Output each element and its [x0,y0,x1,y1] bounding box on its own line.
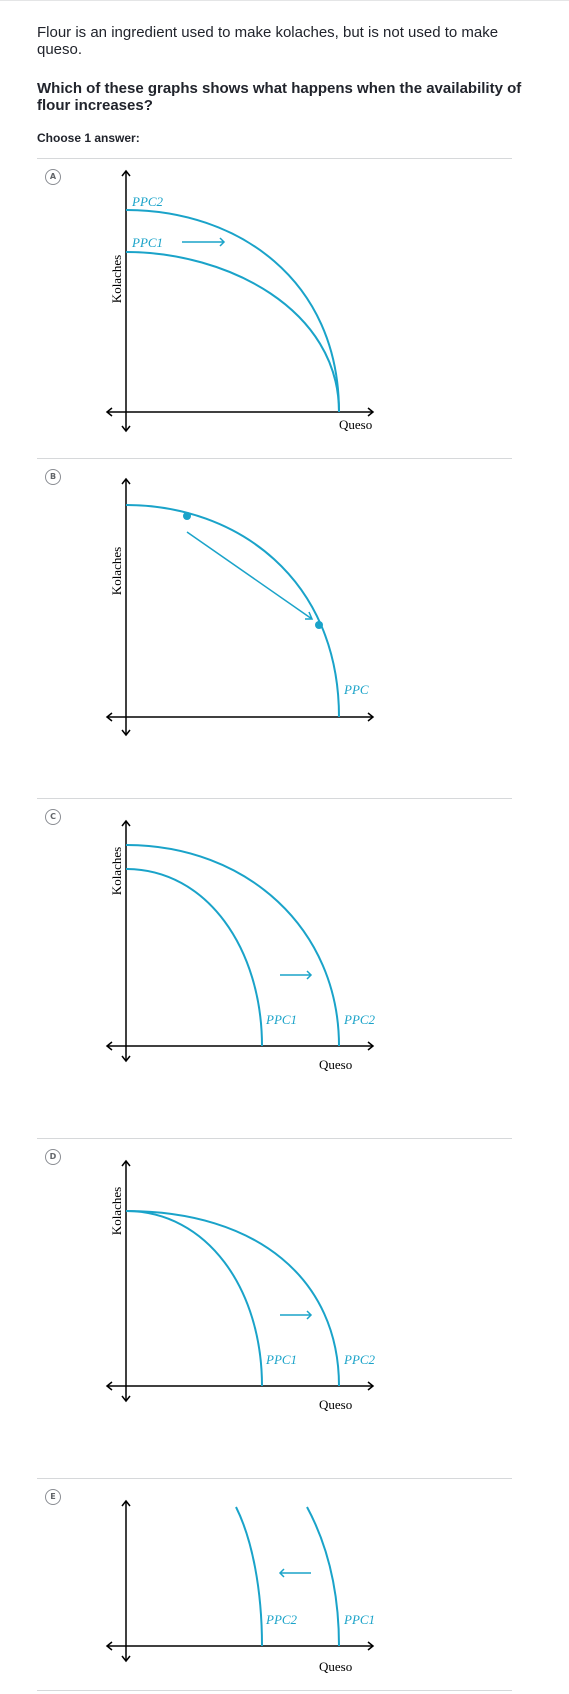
choice-b[interactable] [37,458,512,799]
question-prompt: Which of these graphs shows what happens when the availability of flour increases? [37,80,522,114]
choice-letter-b[interactable]: B [45,469,61,485]
top-divider [0,0,569,1]
bottom-divider [37,1690,512,1691]
y-axis-label: Kolaches [109,846,124,896]
movement-arrow [187,532,312,619]
choice-c[interactable] [37,798,512,1139]
graph-b [37,459,512,799]
graph-a [37,159,512,459]
ppc1-label: PPC1 [132,235,164,250]
graph-c [37,799,512,1139]
ppc1-curve [307,1507,339,1646]
ppc1-curve [126,869,262,1046]
question-text: Flour is an ingredient used to make kolaches, but is not used to make queso. [37,24,499,58]
choice-letter-c[interactable]: C [45,809,61,825]
ppc2-curve [126,1211,339,1386]
ppc1-curve [126,1211,262,1386]
x-axis-label: Queso [339,417,373,432]
point-end [315,621,323,629]
ppc2-curve [126,845,339,1046]
choice-letter-d[interactable]: D [45,1149,61,1165]
question-block [37,24,537,145]
choice-letter-a[interactable]: A [45,169,61,185]
ppc2-label: PPC2 [344,1012,376,1027]
graph-d [37,1139,512,1479]
ppc2-label: PPC2 [132,194,164,209]
y-axis-label: Kolaches [109,1186,124,1236]
choice-letter-e[interactable]: E [45,1489,61,1505]
ppc1-label: PPC1 [266,1012,298,1027]
choice-a[interactable] [37,158,512,459]
choice-d[interactable] [37,1138,512,1479]
x-axis-label: Queso [319,1057,353,1072]
ppc2-label: PPC2 [344,1352,376,1367]
point-start [183,512,191,520]
choice-e[interactable] [37,1478,512,1691]
choose-instruction: Choose 1 answer: [37,131,140,145]
ppc-label: PPC [344,682,369,697]
ppc2-label: PPC2 [266,1612,298,1627]
ppc2-curve [236,1507,262,1646]
graph-e [37,1479,512,1691]
ppc1-label: PPC1 [266,1352,298,1367]
x-axis-label: Queso [319,1659,353,1674]
ppc1-curve [126,252,339,412]
ppc1-label: PPC1 [344,1612,376,1627]
y-axis-label: Kolaches [109,546,124,596]
ppc-curve [126,505,339,717]
y-axis-label: Kolaches [109,254,124,304]
x-axis-label: Queso [319,1397,353,1412]
